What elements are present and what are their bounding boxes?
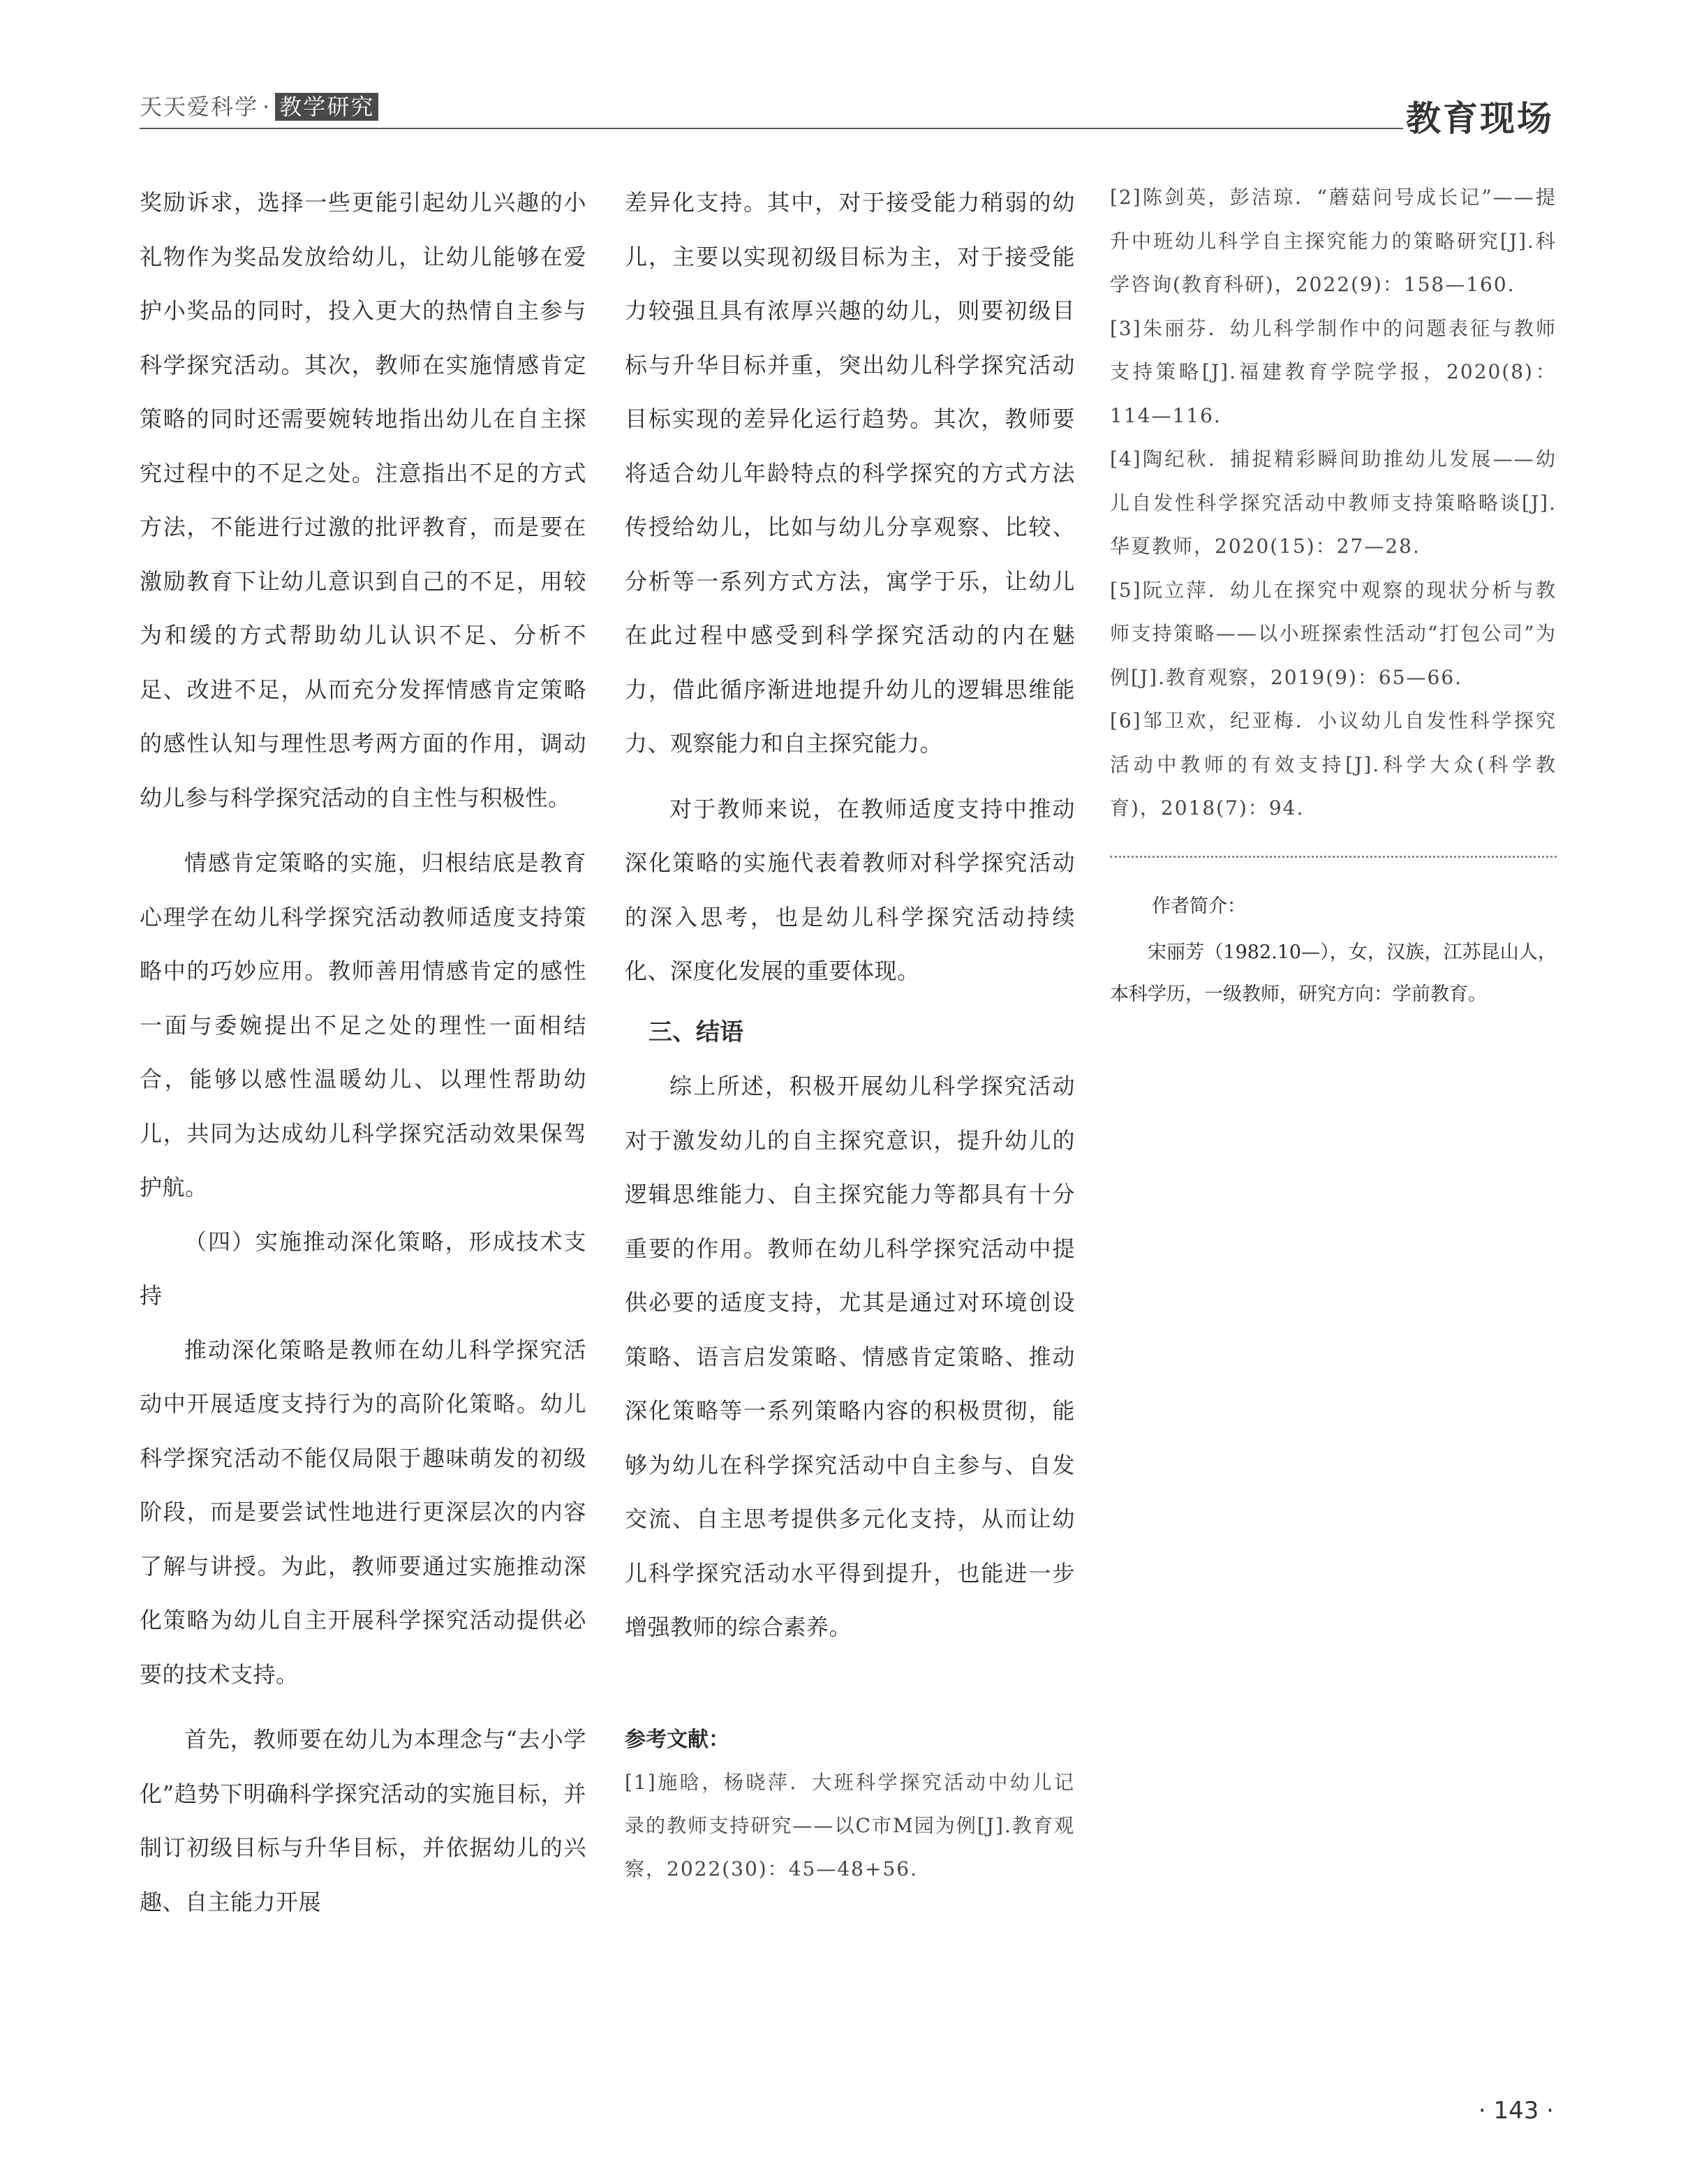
reference-item: [2]陈剑英，彭洁琼．“蘑菇问号成长记”——提升中班幼儿科学自主探究能力的策略研究[J].科学咨询(教育科研)，2022(9)：158—160.	[1110, 186, 1557, 296]
reference-item: [6]邹卫欢，纪亚梅．小议幼儿自发性科学探究活动中教师的有效支持[J].科学大众(科学教育)，2018(7)：94.	[1110, 709, 1557, 819]
paragraph: 对于教师来说，在教师适度支持中推动深化策略的实施代表着教师对科学探究活动的深入思考，也是幼儿科学探究活动持续化、深度化发展的重要体现。	[625, 795, 1075, 984]
section-tag: 教学研究	[275, 93, 378, 121]
conclusion-paragraph: 综上所述，积极开展幼儿科学探究活动对于激发幼儿的自主探究意识，提升幼儿的逻辑思维能力、自主探究能力等都具有十分重要的作用。教师在幼儿科学探究活动中提供必要的适度支持，尤其是通过对环境创设策略、语言启发策略、情感肯定策略、推动深化策略等一系列策略内容的积极贯彻，能够为幼儿在科学探究活动中自主参与、自发交流、自主思考提供多元化支持，从而让幼儿科学探究活动水平得到提升，也能进一步增强教师的综合素养。	[625, 1073, 1075, 1640]
subsection-heading: （四）实施推动深化策略，形成技术支持	[140, 1228, 586, 1309]
page-number: · 143 ·	[1478, 2097, 1554, 2125]
author-bio: 宋丽芳（1982.10—），女，汉族，江苏昆山人，本科学历，一级教师，研究方向：学前教育。	[1110, 941, 1557, 1005]
section-heading: 三、结语	[648, 1018, 743, 1046]
paragraph: 奖励诉求，选择一些更能引起幼儿兴趣的小礼物作为奖品发放给幼儿，让幼儿能够在爱护小奖品的同时，投入更大的热情自主参与科学探究活动。其次，教师在实施情感肯定策略的同时还需要婉转地指出幼儿在自主探究过程中的不足之处。注意指出不足的方式方法，不能进行过激的批评教育，而是要在激励教育下让幼儿意识到自己的不足，用较为和缓的方式帮助幼儿认识不足、分析不足、改进不足，从而充分发挥情感肯定策略的感性认知与理性思考两方面的作用，调动幼儿参与科学探究活动的自主性与积极性。	[140, 189, 586, 811]
paragraph: 差异化支持。其中，对于接受能力稍弱的幼儿，主要以实现初级目标为主，对于接受能力较强且具有浓厚兴趣的幼儿，则要初级目标与升华目标并重，突出幼儿科学探究活动目标实现的差异化运行趋势。其次，教师要将适合幼儿年龄特点的科学探究的方式方法传授给幼儿，比如与幼儿分享观察、比较、分析等一系列方式方法，寓学于乐，让幼儿在此过程中感受到科学探究活动的内在魅力，借此循序渐进地提升幼儿的逻辑思维能力、观察能力和自主探究能力。	[625, 189, 1075, 757]
column-3	[1110, 176, 1557, 1016]
reference-item: [4]陶纪秋．捕捉精彩瞬间助推幼儿发展——幼儿自发性科学探究活动中教师支持策略略谈[J].华夏教师，2020(15)：27—28.	[1110, 447, 1557, 558]
paragraph: 推动深化策略是教师在幼儿科学探究活动中开展适度支持行为的高阶化策略。幼儿科学探究活动不能仅局限于趣味萌发的初级阶段，而是要尝试性地进行更深层次的内容了解与讲授。为此，教师要通过实施推动深化策略为幼儿自主开展科学探究活动提供必要的技术支持。	[140, 1336, 586, 1688]
column-2	[625, 176, 1075, 1891]
journal-name: 天天爱科学	[140, 94, 259, 120]
dotted-divider	[1110, 856, 1557, 858]
paragraph: 情感肯定策略的实施，归根结底是教育心理学在幼儿科学探究活动教师适度支持策略中的巧妙应用。教师善用情感肯定的感性一面与委婉提出不足之处的理性一面相结合，能够以感性温暖幼儿、以理性帮助幼儿，共同为达成幼儿科学探究活动效果保驾护航。	[140, 849, 586, 1201]
header-rule	[140, 128, 1403, 129]
reference-item: [3]朱丽芬．幼儿科学制作中的问题表征与教师支持策略[J].福建教育学院学报，2020(8)：114—116.	[1110, 316, 1557, 427]
header-separator: ·	[262, 94, 272, 120]
paragraph: 首先，教师要在幼儿为本理念与“去小学化”趋势下明确科学探究活动的实施目标，并制订初级目标与升华目标，并依据幼儿的兴趣、自主能力开展	[140, 1726, 586, 1915]
author-bio-title: 作者简介：	[1152, 895, 1246, 917]
column-title: 教育现场	[1406, 98, 1554, 139]
running-header	[140, 89, 378, 121]
column-1	[140, 176, 586, 1929]
reference-item: [1]施晗，杨晓萍．大班科学探究活动中幼儿记录的教师支持研究——以C市M园为例[J].教育观察，2022(30)：45—48+56.	[625, 1770, 1075, 1880]
references-title: 参考文献：	[625, 1727, 729, 1752]
reference-item: [5]阮立萍．幼儿在探究中观察的现状分析与教师支持策略——以小班探索性活动“打包公司”为例[J].教育观察，2019(9)：65—66.	[1110, 578, 1557, 689]
